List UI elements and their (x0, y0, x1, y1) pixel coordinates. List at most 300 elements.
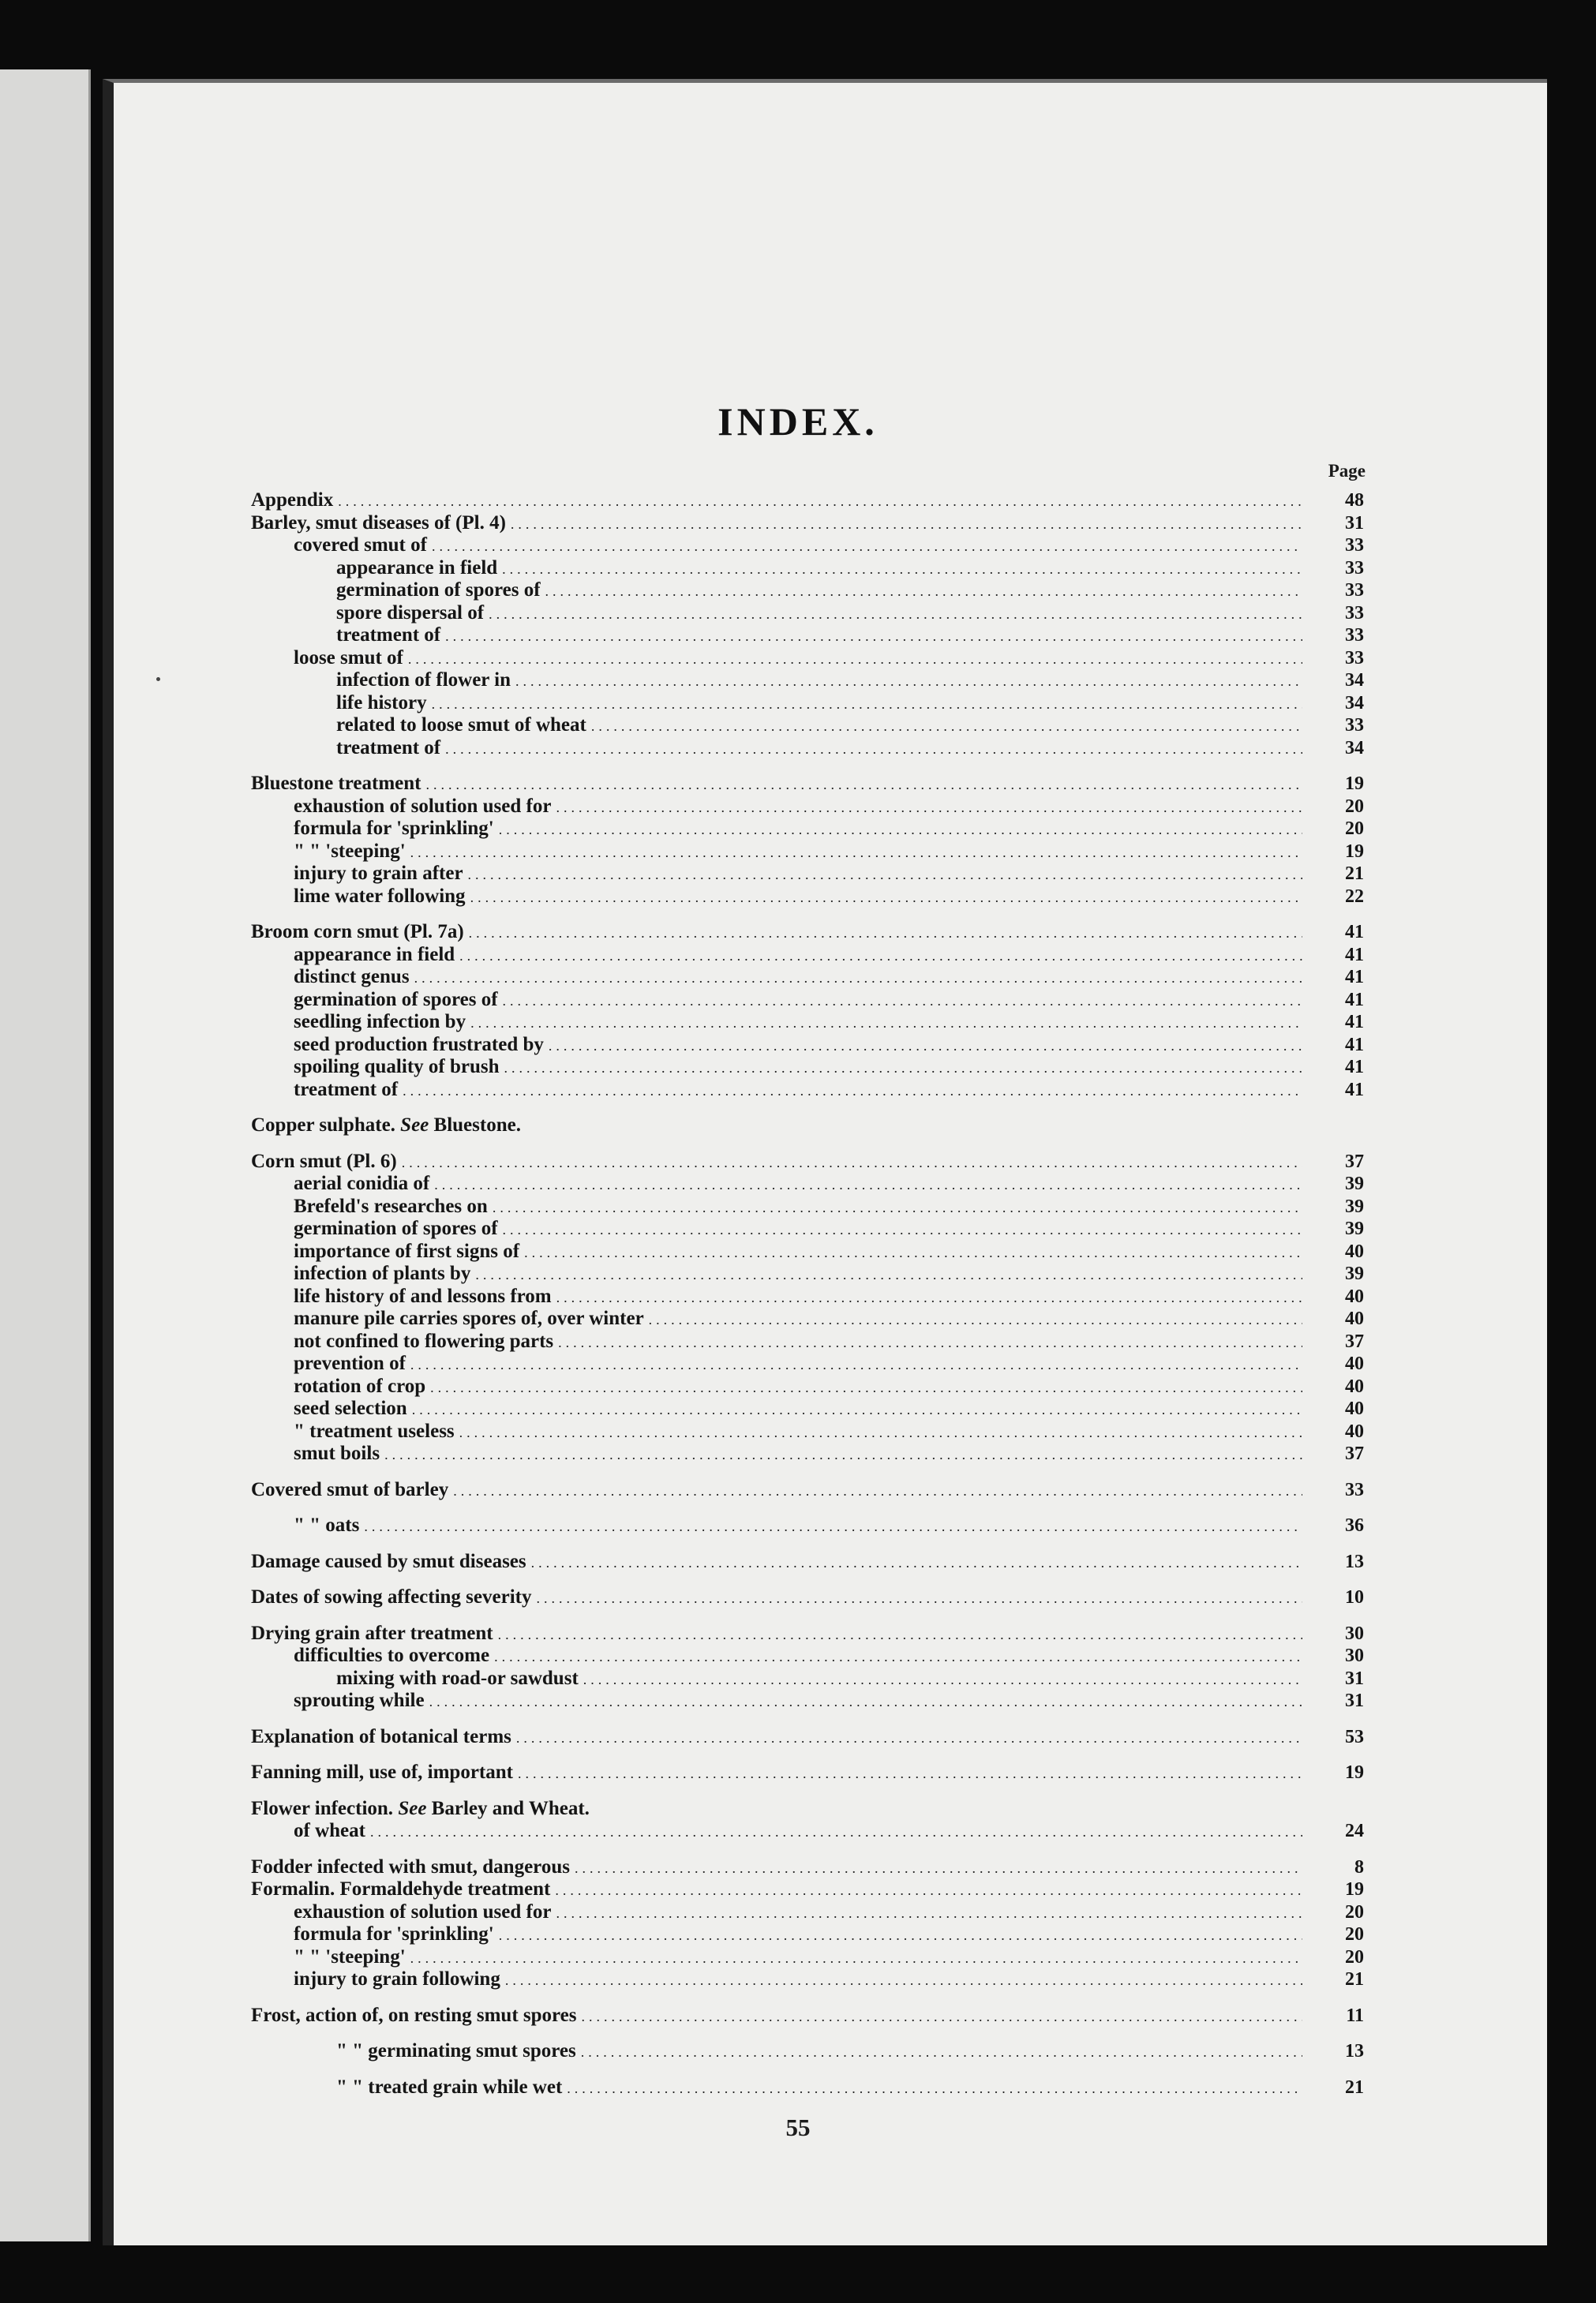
index-entry (251, 2076, 1364, 2099)
index-entry-text (336, 624, 440, 647)
index-entry (251, 1398, 1364, 1421)
index-entry-page: 41 (1345, 1079, 1364, 1100)
index-entry-text (294, 1645, 489, 1668)
index-entry-text (251, 1479, 448, 1502)
index-entry (251, 1645, 1364, 1668)
index-entry-page: 33 (1345, 647, 1364, 668)
dot-leader (503, 990, 1302, 1013)
index-entry-page: 21 (1345, 1969, 1364, 1990)
index-entry-text (251, 1151, 397, 1174)
index-entry-text (251, 1726, 511, 1749)
index-entry-page: 33 (1345, 625, 1364, 646)
index-entry-page: 30 (1345, 1646, 1364, 1666)
index-list (251, 489, 1364, 2099)
index-entry-term: seedling infection by (294, 1011, 466, 1032)
index-entry-term: Flower infection. (251, 1797, 394, 1819)
index-entry-term: prevention of (294, 1353, 406, 1374)
index-entry-text (294, 1011, 466, 1034)
index-entry-page: 24 (1345, 1821, 1364, 1841)
index-entry-page: 37 (1345, 1444, 1364, 1464)
index-entry-term: lime water following (294, 885, 466, 907)
dot-leader (498, 1623, 1302, 1646)
dot-leader (499, 818, 1302, 841)
index-entry-term: treatment of (294, 1078, 399, 1100)
index-entry (251, 989, 1364, 1012)
index-entry-page: 37 (1345, 1151, 1364, 1172)
index-entry-term: " treatment useless (294, 1420, 455, 1442)
index-entry-text (294, 1421, 455, 1444)
dot-leader (582, 2005, 1303, 2028)
index-entry-term: loose smut of (294, 646, 403, 668)
index-entry-page: 39 (1345, 1174, 1364, 1194)
index-entry-term: importance of first signs of (294, 1240, 520, 1262)
index-entry-text (294, 1331, 553, 1354)
dot-leader (503, 1219, 1302, 1241)
index-entry-page: 40 (1345, 1286, 1364, 1307)
index-entry-text (251, 1762, 513, 1784)
index-entry-term: treatment of (336, 736, 441, 758)
index-entry (251, 1056, 1364, 1079)
index-entry-page: 13 (1345, 1551, 1364, 1572)
index-entry-term: exhaustion of solution used for (294, 1900, 552, 1923)
index-entry (251, 818, 1364, 841)
index-entry-page: 41 (1345, 1057, 1364, 1077)
index-entry-term: Fanning mill, use of, important (251, 1762, 513, 1783)
index-entry-page: 41 (1345, 944, 1364, 965)
index-entry (251, 1151, 1364, 1174)
index-entry-page: 48 (1345, 490, 1364, 511)
index-entry-text (294, 989, 498, 1012)
index-entry-term: Brefeld's researches on (294, 1195, 488, 1217)
index-entry-term: life history (336, 691, 427, 713)
index-entry (251, 1421, 1364, 1444)
index-entry-page: 22 (1345, 886, 1364, 907)
index-entry-text (336, 737, 440, 760)
index-entry-page: 53 (1345, 1726, 1364, 1747)
dot-leader (494, 1646, 1302, 1668)
index-entry-term: Appendix (251, 489, 334, 511)
dot-leader (430, 1376, 1302, 1399)
index-entry-text (294, 863, 463, 886)
index-entry-term: infection of plants by (294, 1263, 471, 1284)
index-entry (251, 773, 1364, 796)
index-entry (251, 1011, 1364, 1034)
index-entry-text (251, 773, 421, 796)
index-entry-term: aerial conidia of (294, 1173, 430, 1194)
index-entry-term: formula for 'sprinkling' (294, 818, 494, 839)
index-entry-text (294, 1034, 544, 1057)
index-entry-text (294, 1515, 359, 1537)
index-entry-term: injury to grain following (294, 1968, 500, 1990)
index-entry (251, 1623, 1364, 1646)
dot-leader (432, 535, 1302, 558)
index-entry-text (294, 1218, 498, 1241)
dot-leader (493, 1196, 1302, 1219)
dot-leader (384, 1444, 1302, 1466)
index-entry (251, 1923, 1364, 1946)
index-entry (251, 624, 1364, 647)
index-entry-text (251, 1114, 521, 1137)
index-entry-term: spoiling quality of brush (294, 1056, 500, 1077)
index-entry-page: 41 (1345, 1034, 1364, 1055)
index-entry (251, 669, 1364, 692)
index-entry-text (251, 1798, 590, 1821)
dot-leader (403, 1080, 1302, 1103)
dot-leader (504, 1057, 1302, 1080)
index-entry-text (294, 647, 403, 670)
index-entry-page: 10 (1345, 1587, 1364, 1608)
dot-leader (425, 773, 1302, 796)
index-entry (251, 1286, 1364, 1309)
index-entry-page: 36 (1345, 1515, 1364, 1536)
see-reference-label: See (398, 1797, 427, 1819)
index-entry (251, 1079, 1364, 1102)
index-entry-page: 21 (1345, 863, 1364, 884)
index-entry-page: 33 (1345, 715, 1364, 736)
index-entry (251, 1196, 1364, 1219)
index-entry-term: covered smut of (294, 534, 427, 556)
index-entry-page: 33 (1345, 1479, 1364, 1500)
index-entry-page: 41 (1345, 922, 1364, 942)
index-entry-term: Dates of sowing affecting severity (251, 1586, 532, 1608)
index-entry (251, 489, 1364, 512)
index-entry-term: exhaustion of solution used for (294, 795, 552, 817)
dot-leader (469, 922, 1302, 945)
index-entry (251, 1551, 1364, 1574)
index-entry-text (294, 944, 455, 967)
adjacent-page-edge (0, 69, 91, 2241)
index-entry-text (294, 1056, 500, 1079)
index-entry-text (294, 1173, 429, 1196)
index-entry-page: 19 (1345, 1879, 1364, 1900)
index-entry-text (336, 2040, 576, 2063)
index-entry-page: 33 (1345, 557, 1364, 579)
index-entry-text (294, 1398, 407, 1421)
index-entry-term: Damage caused by smut diseases (251, 1550, 526, 1572)
dot-leader (558, 1331, 1302, 1354)
index-entry (251, 1479, 1364, 1502)
index-entry (251, 1515, 1364, 1537)
dot-leader (338, 490, 1302, 513)
index-entry-term: Barley, smut diseases of (Pl. 4) (251, 511, 506, 534)
index-entry (251, 1968, 1364, 1991)
dot-leader (470, 886, 1302, 909)
index-entry-text (251, 2005, 577, 2028)
index-entry-page: 34 (1345, 670, 1364, 691)
index-entry-term: germination of spores of (336, 579, 541, 601)
index-entry-term: " " 'steeping' (294, 840, 406, 862)
index-entry-page: 20 (1345, 818, 1364, 839)
index-entry (251, 737, 1364, 760)
index-entry (251, 1726, 1364, 1749)
index-entry-term: appearance in field (294, 943, 455, 965)
index-entry-term: Fodder infected with smut, dangerous (251, 1856, 570, 1878)
index-entry-term: sprouting while (294, 1690, 425, 1711)
index-entry-text (294, 1241, 519, 1264)
dot-leader (429, 1691, 1302, 1713)
index-entry-page: 13 (1345, 2041, 1364, 2061)
index-entry-text (336, 2076, 562, 2099)
index-entry (251, 647, 1364, 670)
see-reference-target: Bluestone. (433, 1114, 521, 1136)
index-entry-page: 40 (1345, 1399, 1364, 1419)
index-entry-text (294, 1196, 488, 1219)
index-entry (251, 966, 1364, 989)
index-entry-text (294, 886, 466, 908)
dot-leader (432, 693, 1302, 716)
index-entry-term: Broom corn smut (Pl. 7a) (251, 921, 464, 942)
dot-leader (408, 648, 1302, 671)
index-entry-page: 41 (1345, 967, 1364, 987)
index-entry-text (336, 714, 586, 737)
index-entry-text (294, 1079, 398, 1102)
index-entry (251, 1114, 1364, 1137)
page-title: INDEX. (717, 399, 879, 444)
index-entry-page: 11 (1346, 2005, 1364, 2026)
index-entry-term: difficulties to overcome (294, 1645, 490, 1666)
index-entry (251, 557, 1364, 580)
dot-leader (581, 2041, 1302, 2064)
print-speck (156, 677, 160, 681)
index-entry-text (294, 1443, 380, 1466)
dot-leader (545, 580, 1302, 603)
index-entry (251, 1878, 1364, 1901)
index-entry (251, 1856, 1364, 1879)
index-entry-text (251, 1551, 526, 1574)
dot-leader (459, 1421, 1302, 1444)
dot-leader (649, 1309, 1302, 1331)
index-entry-text (336, 692, 427, 715)
dot-leader (524, 1241, 1302, 1264)
index-entry-page: 20 (1345, 1901, 1364, 1923)
dot-leader (475, 1264, 1302, 1286)
dot-leader (556, 796, 1302, 819)
index-entry-text (251, 489, 333, 512)
page-column-heading: Page (1328, 461, 1366, 481)
dot-leader (555, 1879, 1302, 1902)
index-entry-term: Corn smut (Pl. 6) (251, 1150, 397, 1172)
index-entry-page: 31 (1345, 1668, 1364, 1689)
dot-leader (459, 945, 1302, 968)
dot-leader (515, 670, 1302, 693)
dot-leader (470, 1012, 1302, 1035)
index-entry-term: formula for 'sprinkling' (294, 1923, 494, 1945)
index-entry-text (294, 1820, 365, 1843)
index-entry (251, 841, 1364, 863)
index-entry-term: " " oats (294, 1515, 360, 1536)
see-reference-target: Barley and Wheat. (431, 1797, 590, 1819)
index-entry (251, 512, 1364, 535)
index-entry (251, 714, 1364, 737)
index-entry-page: 39 (1345, 1196, 1364, 1217)
index-entry-page: 30 (1345, 1623, 1364, 1644)
index-entry (251, 1901, 1364, 1924)
index-entry (251, 1690, 1364, 1713)
dot-leader (489, 603, 1302, 626)
dot-leader (445, 738, 1302, 761)
index-entry (251, 1946, 1364, 1969)
dot-leader (434, 1174, 1302, 1196)
index-entry (251, 863, 1364, 886)
dot-leader (364, 1515, 1302, 1538)
index-entry (251, 1173, 1364, 1196)
dot-leader (499, 1924, 1302, 1947)
index-entry (251, 1376, 1364, 1399)
index-entry-term: seed selection (294, 1398, 407, 1419)
index-entry-text (336, 557, 497, 580)
index-entry-text (294, 1376, 425, 1399)
index-entry (251, 2040, 1364, 2063)
index-entry-term: rotation of crop (294, 1375, 426, 1397)
index-entry-term: smut boils (294, 1443, 380, 1464)
index-entry (251, 2005, 1364, 2028)
dot-leader (567, 2077, 1302, 2100)
dot-leader (511, 513, 1302, 536)
index-entry-text (251, 512, 506, 535)
dot-leader (412, 1399, 1302, 1421)
index-entry (251, 602, 1364, 625)
index-entry-page: 37 (1345, 1331, 1364, 1352)
index-entry-term: injury to grain after (294, 863, 463, 884)
index-entry-page: 21 (1345, 2076, 1364, 2098)
dot-leader (445, 625, 1302, 648)
dot-leader (414, 967, 1302, 990)
index-entry-page: 40 (1345, 1354, 1364, 1374)
index-entry-page: 8 (1354, 1856, 1364, 1878)
index-entry-page: 39 (1345, 1219, 1364, 1239)
index-entry-term: germination of spores of (294, 988, 498, 1010)
dot-leader (516, 1727, 1302, 1750)
dot-leader (402, 1152, 1302, 1174)
index-entry-term: of wheat (294, 1820, 365, 1841)
dot-leader (536, 1587, 1302, 1610)
index-entry (251, 1263, 1364, 1286)
index-entry-term: infection of flower in (336, 669, 511, 691)
index-entry-page: 41 (1345, 1012, 1364, 1032)
index-entry-text (294, 1968, 500, 1991)
index-entry-page: 33 (1345, 580, 1364, 601)
index-entry-page: 34 (1345, 692, 1364, 713)
index-entry-text (251, 1856, 570, 1879)
index-entry-page: 40 (1345, 1421, 1364, 1442)
index-entry (251, 1308, 1364, 1331)
index-entry-text (251, 1878, 550, 1901)
index-entry-text (336, 669, 511, 692)
index-entry-page: 33 (1345, 602, 1364, 623)
index-entry-page: 33 (1345, 535, 1364, 556)
index-entry (251, 1331, 1364, 1354)
dot-leader (505, 1969, 1302, 1992)
dot-leader (518, 1762, 1302, 1785)
index-entry-text (294, 1353, 406, 1376)
index-entry-term: treatment of (336, 624, 441, 646)
index-entry (251, 1586, 1364, 1609)
index-entry-term: Formalin. Formaldehyde treatment (251, 1878, 551, 1900)
index-entry-term: " " 'steeping' (294, 1945, 406, 1968)
index-entry-page: 20 (1345, 796, 1364, 817)
index-entry-term: germination of spores of (294, 1218, 498, 1239)
index-entry-text (251, 921, 464, 944)
index-entry-term: not confined to flowering parts (294, 1330, 554, 1352)
dot-leader (583, 1668, 1302, 1691)
index-entry-text (294, 1901, 551, 1924)
index-entry-term: " " germinating smut spores (336, 2040, 576, 2061)
index-entry (251, 944, 1364, 967)
dot-leader (468, 863, 1302, 886)
index-entry (251, 796, 1364, 818)
index-entry-term: Frost, action of, on resting smut spores (251, 2004, 577, 2026)
see-reference-label: See (400, 1114, 429, 1136)
dot-leader (556, 1286, 1302, 1309)
index-entry-text (294, 796, 551, 818)
index-entry-term: manure pile carries spores of, over winter (294, 1308, 644, 1329)
index-entry (251, 1762, 1364, 1784)
index-entry (251, 886, 1364, 908)
index-entry-text (294, 534, 427, 557)
index-entry-text (294, 1946, 406, 1969)
index-entry (251, 1820, 1364, 1843)
index-entry-text (294, 841, 406, 863)
index-entry-term: " " treated grain while wet (336, 2076, 563, 2098)
index-entry (251, 692, 1364, 715)
dot-leader (370, 1821, 1302, 1844)
index-entry-text (336, 579, 541, 602)
index-entry-text (294, 1690, 425, 1713)
index-entry-text (294, 1263, 470, 1286)
dot-leader (410, 1354, 1302, 1376)
index-entry-page: 40 (1345, 1241, 1364, 1262)
index-entry-text (251, 1586, 531, 1609)
index-entry-page: 19 (1345, 773, 1364, 794)
index-entry-term: Covered smut of barley (251, 1478, 449, 1500)
index-entry-term: spore dispersal of (336, 601, 485, 623)
index-entry (251, 1241, 1364, 1264)
index-entry-text (294, 1923, 494, 1946)
index-entry-page: 31 (1345, 1691, 1364, 1711)
dot-leader (575, 1857, 1302, 1880)
index-entry-page: 20 (1345, 1924, 1364, 1945)
index-entry-term: Drying grain after treatment (251, 1622, 493, 1644)
index-entry (251, 1034, 1364, 1057)
index-entry-page: 40 (1345, 1309, 1364, 1329)
index-entry-page: 31 (1345, 512, 1364, 534)
page-number: 55 (785, 2114, 811, 2141)
dot-leader (549, 1035, 1302, 1058)
index-entry-term: Bluestone treatment (251, 773, 421, 794)
index-entry-text (294, 818, 494, 841)
index-entry-term: mixing with road-or sawdust (336, 1667, 579, 1689)
index-entry (251, 1218, 1364, 1241)
index-entry-page: 20 (1345, 1946, 1364, 1968)
index-entry (251, 1798, 1364, 1821)
dot-leader (410, 1947, 1302, 1970)
index-entry-term: seed production frustrated by (294, 1033, 544, 1055)
index-entry-term: Explanation of botanical terms (251, 1725, 511, 1747)
index-entry-term: related to loose smut of wheat (336, 714, 586, 736)
index-entry-page: 41 (1345, 989, 1364, 1010)
index-entry-term: life history of and lessons from (294, 1285, 552, 1307)
dot-leader (410, 841, 1302, 864)
index-entry-term: distinct genus (294, 966, 410, 987)
index-entry-text (336, 602, 484, 625)
dot-leader (556, 1902, 1302, 1925)
index-entry-text (294, 966, 410, 989)
index-entry (251, 1668, 1364, 1691)
index-entry (251, 1443, 1364, 1466)
index-entry-text (336, 1668, 579, 1691)
dot-leader (453, 1480, 1302, 1503)
index-entry-text (294, 1286, 552, 1309)
